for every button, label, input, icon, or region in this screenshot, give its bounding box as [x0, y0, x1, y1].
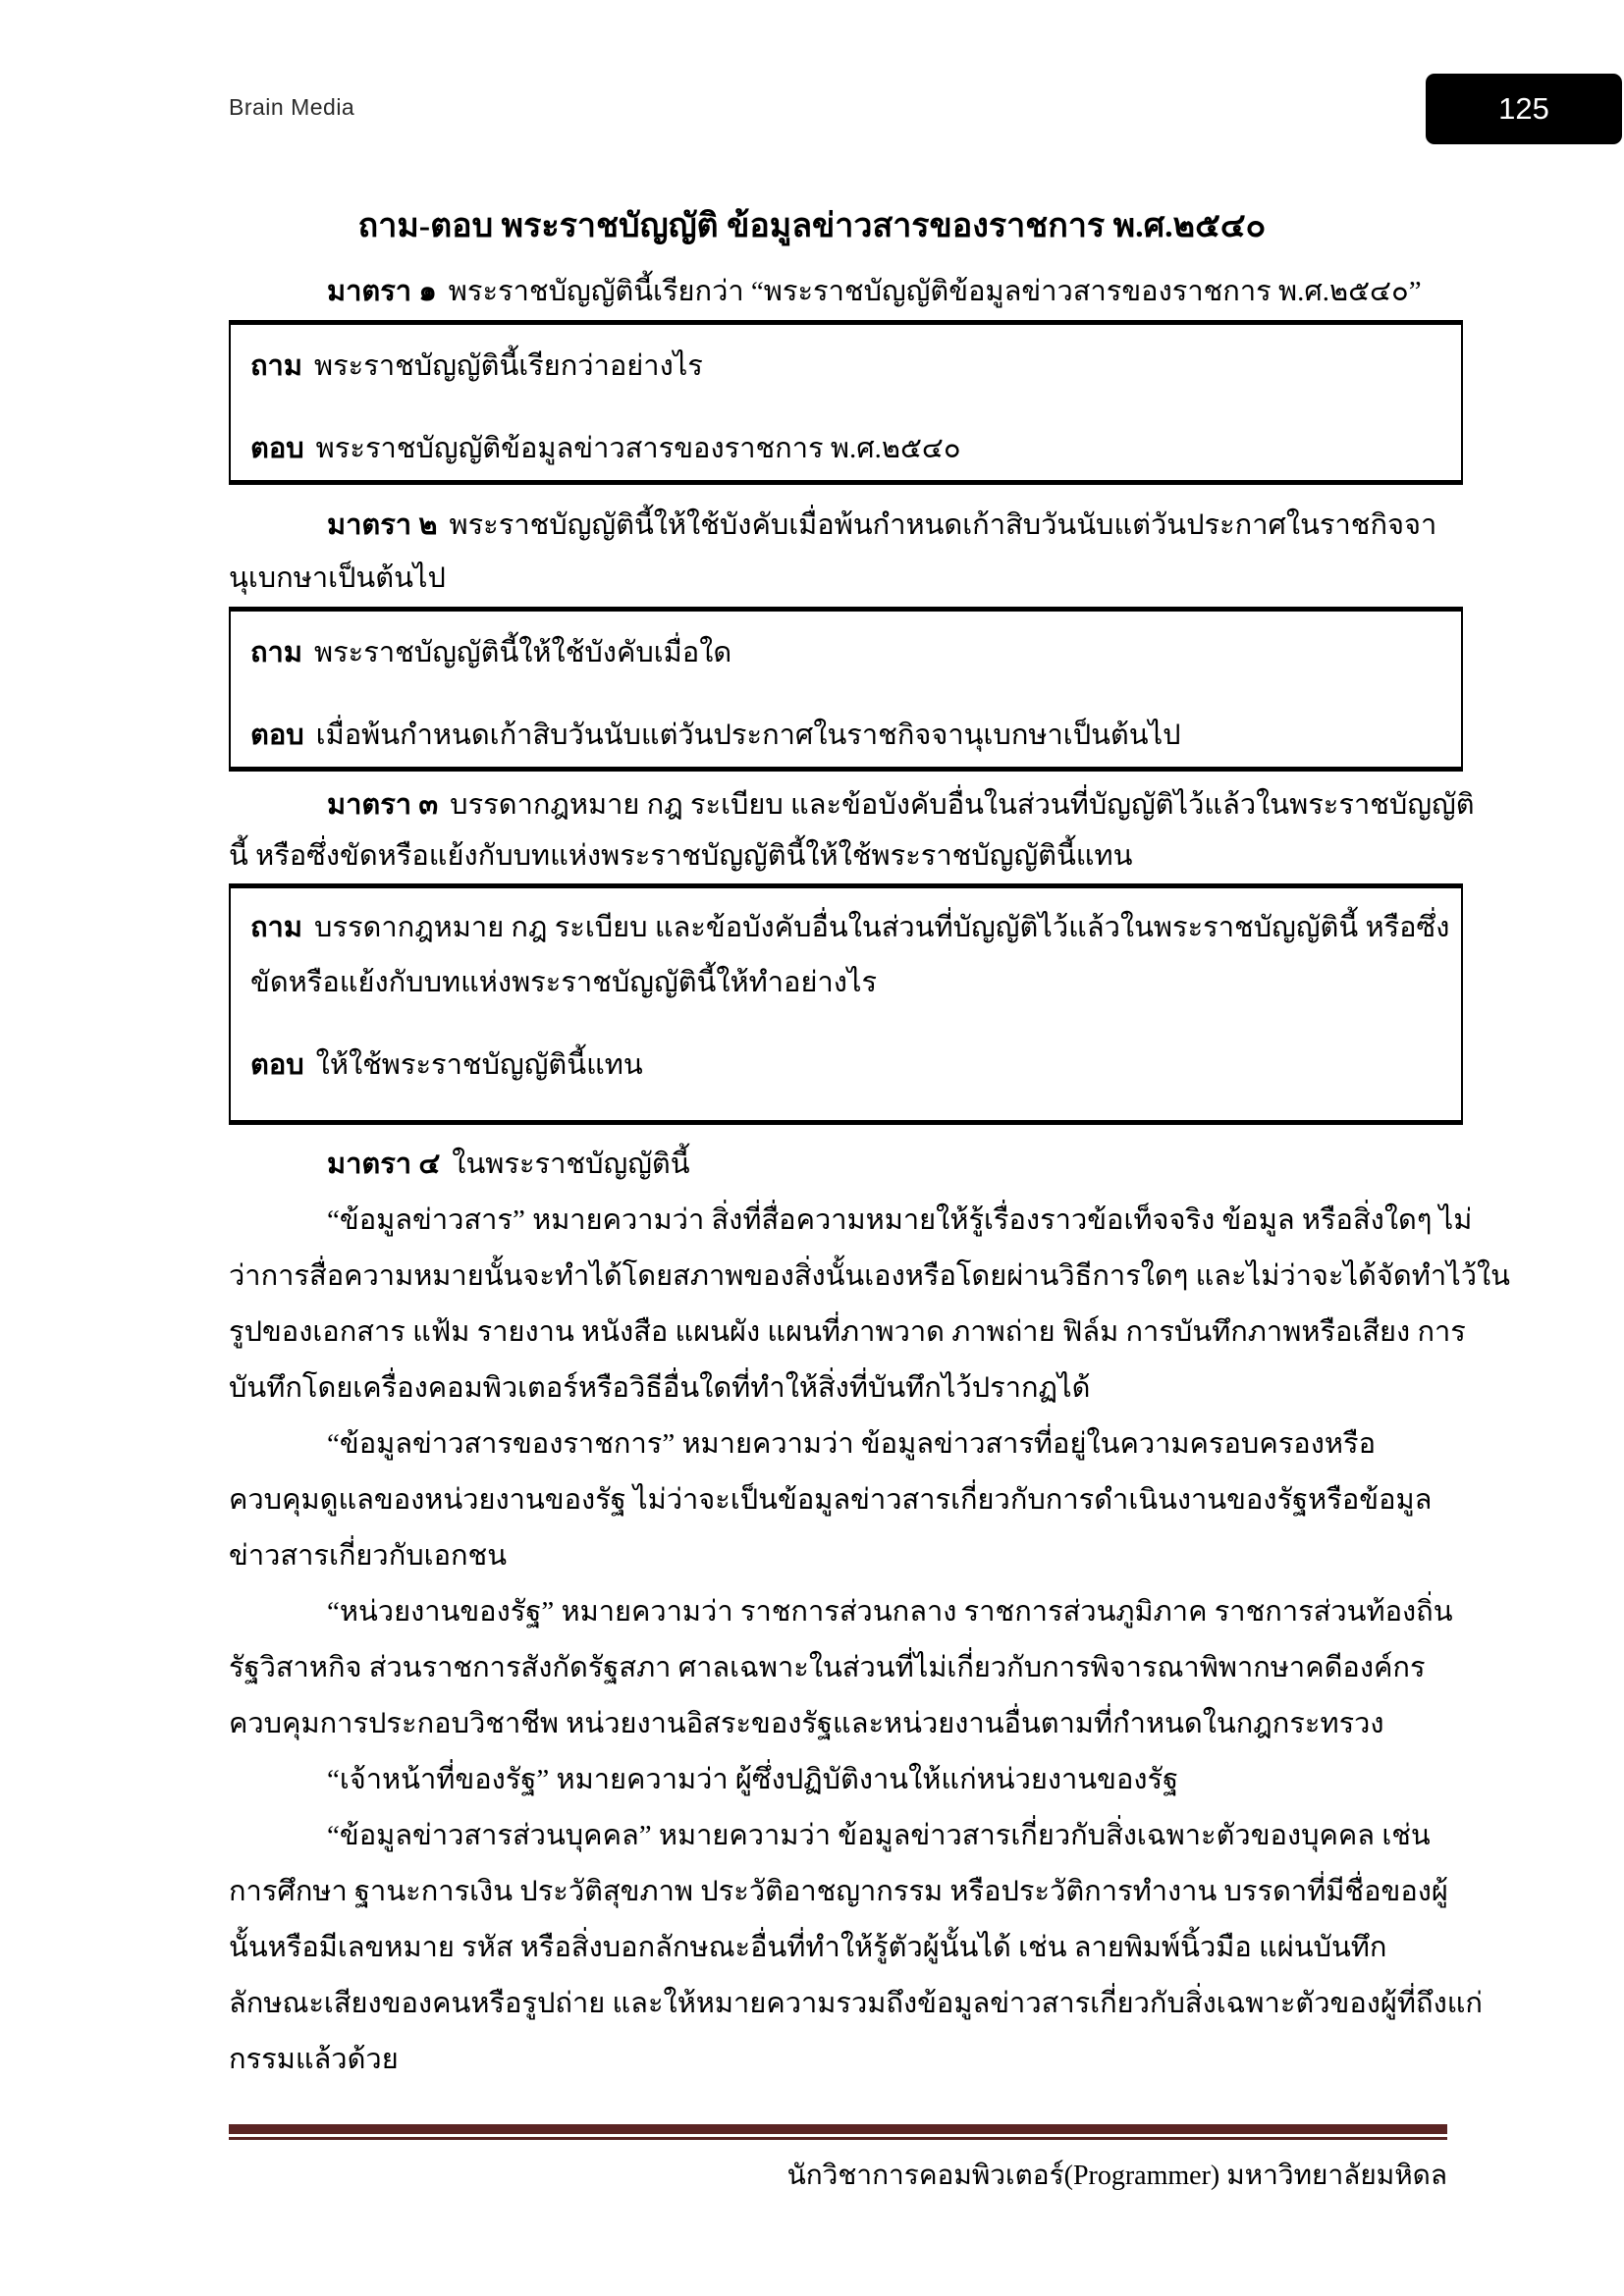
qa1-gap: [250, 394, 1441, 421]
footer-rule-thin: [229, 2137, 1447, 2140]
article-4-line: “เจ้าหน้าที่ของรัฐ” หมายความว่า ผู้ซึ่งปฏิบัติงานให้แก่หน่วยงานของรัฐ: [327, 1764, 1179, 1795]
header-brand: Brain Media: [229, 94, 355, 120]
footer-credit: นักวิชาการคอมพิวเตอร์(Programmer) มหาวิทยาลัยมหิดล: [786, 2161, 1447, 2191]
qa3-question-label: ถาม: [250, 912, 302, 943]
qa1-question-label: ถาม: [250, 350, 302, 382]
page-number: 125: [1498, 91, 1549, 126]
article-1-label: มาตรา ๑: [327, 276, 437, 307]
article-4-line: ควบคุมการประกอบวิชาชีพ หน่วยงานอิสระของรัฐและหน่วยงานอื่นตามที่กำหนดในกฎกระทรวง: [229, 1708, 1384, 1739]
article-4-line: “ข้อมูลข่าวสารส่วนบุคคล” หมายความว่า ข้อมูลข่าวสารเกี่ยวกับสิ่งเฉพาะตัวของบุคคล เช่น: [327, 1820, 1431, 1851]
qa3-answer-label: ตอบ: [250, 1049, 304, 1081]
article-4-line: การศึกษา ฐานะการเงิน ประวัติสุขภาพ ประวัติอาชญากรรม หรือประวัติการทำงาน บรรดาที่มีชื่อของผู้: [229, 1876, 1448, 1907]
article-4-line: ลักษณะเสียงของคนหรือรูปถ่าย และให้หมายความรวมถึงข้อมูลข่าวสารเกี่ยวกับสิ่งเฉพาะตัวของผู้ที่ถึงแก่: [229, 1988, 1483, 2019]
qa2-answer-text: เมื่อพ้นกำหนดเก้าสิบวันนับแต่วันประกาศในราชกิจจานุเบกษาเป็นต้นไป: [315, 720, 1181, 751]
qa1-question: [250, 339, 1441, 394]
article-3-line-1: [229, 779, 1475, 830]
article-3-label: มาตรา ๓: [327, 789, 439, 821]
qa3-answer: [250, 1038, 1441, 1093]
document-title: ถาม-ตอบ พระราชบัญญัติ ข้อมูลข่าวสารของราชการ พ.ศ.๒๕๔๐: [357, 208, 1267, 244]
article-4-line: “ข้อมูลข่าวสาร” หมายความว่า สิ่งที่สื่อความหมายให้รู้เรื่องราวข้อเท็จจริง ข้อมูล หรือสิ่งใดๆ ไม่: [327, 1204, 1473, 1236]
article-2-line-2: [229, 552, 1463, 605]
qa1-question-text: พระราชบัญญัตินี้เรียกว่าอย่างไร: [313, 350, 703, 382]
article-4-line: นั้นหรือมีเลขหมาย รหัส หรือสิ่งบอกลักษณะอื่นที่ทำให้รู้ตัวผู้นั้นได้ เช่น ลายพิมพ์นิ้วมือ แผ่นบันทึก: [229, 1932, 1387, 1963]
article-4-line: “หน่วยงานของรัฐ” หมายความว่า ราชการส่วนกลาง ราชการส่วนภูมิภาค ราชการส่วนท้องถิ่น: [327, 1596, 1453, 1628]
qa3-question-line-2: [250, 955, 1441, 1010]
qa-box-2: [229, 607, 1463, 772]
qa2-gap: [250, 680, 1441, 708]
qa2-answer-label: ตอบ: [250, 720, 304, 751]
qa3-answer-text: ให้ใช้พระราชบัญญัตินี้แทน: [315, 1049, 643, 1081]
article-4-heading-text: ในพระราชบัญญัตินี้: [452, 1148, 690, 1180]
article-2-label: มาตรา ๒: [327, 509, 438, 541]
footer-rule: [229, 2124, 1447, 2140]
qa3-gap: [250, 1010, 1441, 1038]
article-1-line: [229, 265, 1463, 318]
qa2-question-text: พระราชบัญญัตินี้ให้ใช้บังคับเมื่อใด: [313, 637, 732, 668]
qa-box-3: [229, 883, 1463, 1125]
qa3-question-text-1: บรรดากฎหมาย กฎ ระเบียบ และข้อบังคับอื่นในส่วนที่บัญญัติไว้แล้วในพระราชบัญญัตินี้ หรือซึ่ง: [313, 912, 1450, 943]
article-1-text: พระราชบัญญัตินี้เรียกว่า “พระราชบัญญัติข้อมูลข่าวสารของราชการ พ.ศ.๒๕๔๐”: [448, 276, 1422, 307]
qa1-answer-label: ตอบ: [250, 433, 304, 464]
article-3-text-1: บรรดากฎหมาย กฎ ระเบียบ และข้อบังคับอื่นในส่วนที่บัญญัติไว้แล้วในพระราชบัญญัติ: [450, 789, 1475, 821]
article-4-line: “ข้อมูลข่าวสารของราชการ” หมายความว่า ข้อมูลข่าวสารที่อยู่ในความครอบครองหรือ: [327, 1428, 1376, 1460]
article-4-line: รูปของเอกสาร แฟ้ม รายงาน หนังสือ แผนผัง แผนที่ภาพวาด ภาพถ่าย ฟิล์ม การบันทึกภาพหรือเสียง การ: [229, 1316, 1466, 1348]
qa2-answer: [250, 708, 1441, 763]
article-3-paragraph: [229, 779, 1475, 881]
page-number-badge: [1426, 74, 1622, 144]
article-4-heading-line: [229, 1137, 1463, 1193]
qa3-question-text-2: ขัดหรือแย้งกับบทแห่งพระราชบัญญัตินี้ให้ทำอย่างไร: [250, 967, 878, 998]
qa-box-1: [229, 320, 1463, 485]
article-2-text-1: พระราชบัญญัตินี้ให้ใช้บังคับเมื่อพ้นกำหนดเก้าสิบวันนับแต่วันประกาศในราชกิจจา: [449, 509, 1437, 541]
article-1-paragraph: [229, 265, 1463, 318]
article-2-text-2: นุเบกษาเป็นต้นไป: [229, 562, 446, 594]
qa2-question-label: ถาม: [250, 637, 302, 668]
article-2-paragraph: [229, 499, 1463, 605]
article-3-text-2: นี้ หรือซึ่งขัดหรือแย้งกับบทแห่งพระราชบัญญัตินี้ให้ใช้พระราชบัญญัตินี้แทน: [229, 840, 1133, 872]
qa1-answer-text: พระราชบัญญัติข้อมูลข่าวสารของราชการ พ.ศ.๒๕๔๐: [315, 433, 961, 464]
article-4-line: รัฐวิสาหกิจ ส่วนราชการสังกัดรัฐสภา ศาลเฉพาะในส่วนที่ไม่เกี่ยวกับการพิจารณาพิพากษาคดีองค์กร: [229, 1652, 1426, 1683]
article-3-line-2: [229, 830, 1463, 881]
footer-rule-thick: [229, 2124, 1447, 2134]
qa2-question: [250, 625, 1441, 680]
article-4-line: ข่าวสารเกี่ยวกับเอกชน: [229, 1540, 508, 1572]
article-4-label: มาตรา ๔: [327, 1148, 441, 1180]
qa3-question-line-1: [250, 900, 1450, 955]
qa1-answer: [250, 421, 1441, 476]
article-2-line-1: [229, 499, 1463, 552]
article-4-line: กรรมแล้วด้วย: [229, 2044, 399, 2075]
article-4-line: บันทึกโดยเครื่องคอมพิวเตอร์หรือวิธีอื่นใดที่ทำให้สิ่งที่บันทึกไว้ปรากฏได้: [229, 1372, 1091, 1404]
article-4-line: ควบคุมดูแลของหน่วยงานของรัฐ ไม่ว่าจะเป็นข้อมูลข่าวสารเกี่ยวกับการดำเนินงานของรัฐหรือข้อมูล: [229, 1484, 1433, 1516]
article-4-paragraph: [229, 1137, 1510, 2088]
article-4-line: ว่าการสื่อความหมายนั้นจะทำได้โดยสภาพของสิ่งนั้นเองหรือโดยผ่านวิธีการใดๆ และไม่ว่าจะได้จัดทำไว้ใน: [229, 1260, 1510, 1292]
